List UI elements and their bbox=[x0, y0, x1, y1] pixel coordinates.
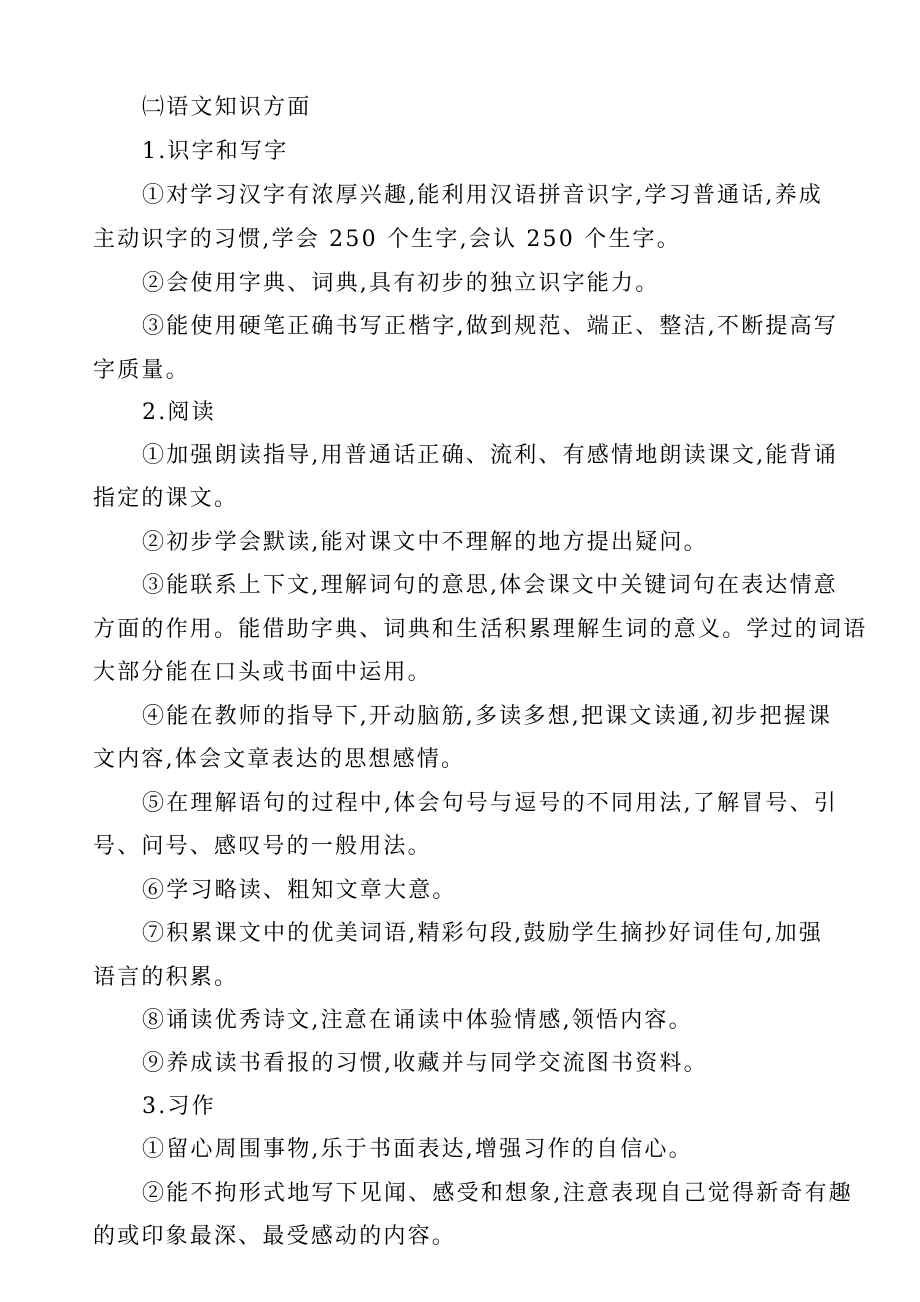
part2-item3-line3: 大部分能在口头或书面中运用。 bbox=[93, 660, 432, 685]
part2-item3-line1: ③能联系上下文,理解词句的意思,体会课文中关键词句在表达情意 bbox=[142, 573, 838, 598]
part3-item1-line1: ①留心周围事物,乐于书面表达,增强习作的自信心。 bbox=[142, 1137, 693, 1162]
part2-item1-line2: 指定的课文。 bbox=[93, 486, 239, 511]
part1-item3-line2: 字质量。 bbox=[93, 358, 190, 383]
part2-heading: 2.阅读 bbox=[142, 400, 216, 425]
part1-heading: 1.识字和写字 bbox=[142, 139, 289, 164]
part3-item2-line2: 的或印象最深、最受感动的内容。 bbox=[93, 1224, 457, 1249]
part1-item1-line1: ①对学习汉字有浓厚兴趣,能利用汉语拼音识字,学习普通话,养成 bbox=[142, 183, 823, 208]
part2-item5-line1: ⑤在理解语句的过程中,体会句号与逗号的不同用法,了解冒号、引 bbox=[142, 791, 838, 816]
part2-item2-line1: ②初步学会默读,能对课文中不理解的地方提出疑问。 bbox=[142, 530, 708, 555]
part2-item7-line2: 语言的积累。 bbox=[93, 965, 239, 990]
part2-item4-line2: 文内容,体会文章表达的思想感情。 bbox=[93, 747, 466, 772]
section-heading: ㈡语文知识方面 bbox=[142, 95, 312, 120]
part2-item4-line1: ④能在教师的指导下,开动脑筋,多读多想,把课文读通,初步把握课 bbox=[142, 704, 833, 729]
part2-item1-line1: ①加强朗读指导,用普通话正确、流利、有感情地朗读课文,能背诵 bbox=[142, 443, 838, 468]
part1-item3-line1: ③能使用硬笔正确书写正楷字,做到规范、端正、整洁,不断提高写 bbox=[142, 314, 838, 339]
part2-item7-line1: ⑦积累课文中的优美词语,精彩句段,鼓励学生摘抄好词佳句,加强 bbox=[142, 921, 823, 946]
part2-item6-line1: ⑥学习略读、粗知文章大意。 bbox=[142, 878, 457, 903]
part2-item8-line1: ⑧诵读优秀诗文,注意在诵读中体验情感,领悟内容。 bbox=[142, 1008, 693, 1033]
part2-item9-line1: ⑨养成读书看报的习惯,收藏并与同学交流图书资料。 bbox=[142, 1051, 708, 1076]
part2-item5-line2: 号、问号、感叹号的一般用法。 bbox=[93, 834, 432, 859]
part2-item3-line2: 方面的作用。能借助字典、词典和生活积累理解生词的意义。学过的词语 bbox=[93, 617, 868, 642]
part1-item1-line2: 主动识字的习惯,学会 250 个生字,会认 250 个生字。 bbox=[93, 227, 681, 252]
part3-heading: 3.习作 bbox=[142, 1094, 216, 1119]
part1-item2-line1: ②会使用字典、词典,具有初步的独立识字能力。 bbox=[142, 271, 660, 296]
part3-item2-line1: ②能不拘形式地写下见闻、感受和想象,注意表现自己觉得新奇有趣 bbox=[142, 1181, 853, 1206]
